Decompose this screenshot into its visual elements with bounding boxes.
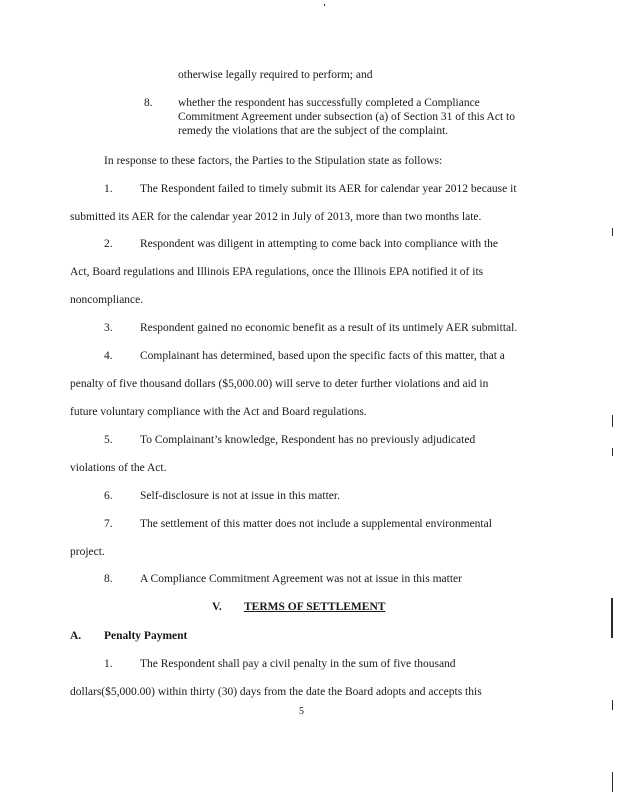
scan-mark-6: [612, 772, 613, 792]
factor-8-line-2: Commitment Agreement under subsection (a) of Section 31 of this Act to: [178, 111, 515, 123]
item-6-line-1: Self-disclosure is not at issue in this matter.: [140, 490, 340, 502]
item-1-number: 1.: [104, 183, 113, 195]
item-7-line-1: The settlement of this matter does not include a supplemental environmental: [140, 518, 492, 530]
scan-mark-4: [611, 598, 613, 638]
item-4-line-1: Complainant has determined, based upon the specific facts of this matter, that a: [140, 350, 505, 362]
scan-mark-3: [612, 448, 613, 456]
penalty-number: 1.: [104, 658, 113, 670]
page-number: 5: [299, 706, 304, 717]
intro-paragraph: In response to these factors, the Parties to the Stipulation state as follows:: [104, 155, 443, 167]
item-2-line-1: Respondent was diligent in attempting to come back into compliance with the: [140, 238, 499, 250]
item-8-number: 8.: [104, 573, 113, 585]
factor-8-line-1: whether the respondent has successfully completed a Compliance: [178, 97, 480, 109]
item-4-line-2: penalty of five thousand dollars ($5,000.00) will serve to deter further violations and aid in: [70, 378, 489, 390]
item-4-line-3: future voluntary compliance with the Act and Board regulations.: [70, 406, 367, 418]
item-1-line-1: The Respondent failed to timely submit its AER for calendar year 2012 because it: [140, 183, 517, 195]
item-5-line-2: violations of the Act.: [70, 462, 167, 474]
item-6-number: 6.: [104, 490, 113, 502]
scan-mark-1: [612, 228, 613, 236]
scan-speck-top: [324, 4, 325, 6]
section-number: V.: [212, 601, 222, 613]
item-8-line-1: A Compliance Commitment Agreement was not at issue in this matter: [140, 573, 462, 585]
scan-mark-5: [612, 700, 613, 710]
item-3-number: 3.: [104, 322, 113, 334]
scan-mark-2: [612, 415, 613, 427]
factor-8-number: 8.: [144, 97, 153, 109]
item-7-line-2: project.: [70, 546, 105, 558]
item-2-number: 2.: [104, 238, 113, 250]
subsection-letter: A.: [70, 630, 82, 642]
item-5-line-1: To Complainant’s knowledge, Respondent has no previously adjudicated: [140, 434, 476, 446]
item-1-line-2: submitted its AER for the calendar year 2012 in July of 2013, more than two months late.: [70, 211, 482, 223]
item-7-number: 7.: [104, 518, 113, 530]
item-5-number: 5.: [104, 434, 113, 446]
item-4-number: 4.: [104, 350, 113, 362]
penalty-line-2: dollars($5,000.00) within thirty (30) days from the date the Board adopts and accepts this: [70, 686, 482, 698]
penalty-line-1: The Respondent shall pay a civil penalty in the sum of five thousand: [140, 658, 456, 670]
item-3-line-1: Respondent gained no economic benefit as a result of its untimely AER submittal.: [140, 322, 518, 334]
factor-8-line-3: remedy the violations that are the subject of the complaint.: [178, 125, 449, 137]
section-title: TERMS OF SETTLEMENT: [244, 601, 386, 613]
item-2-line-3: noncompliance.: [70, 294, 144, 306]
item-2-line-2: Act, Board regulations and Illinois EPA regulations, once the Illinois EPA notified it of its: [70, 266, 484, 278]
subsection-title: Penalty Payment: [104, 630, 188, 642]
factor-7-tail: otherwise legally required to perform; and: [178, 69, 373, 81]
